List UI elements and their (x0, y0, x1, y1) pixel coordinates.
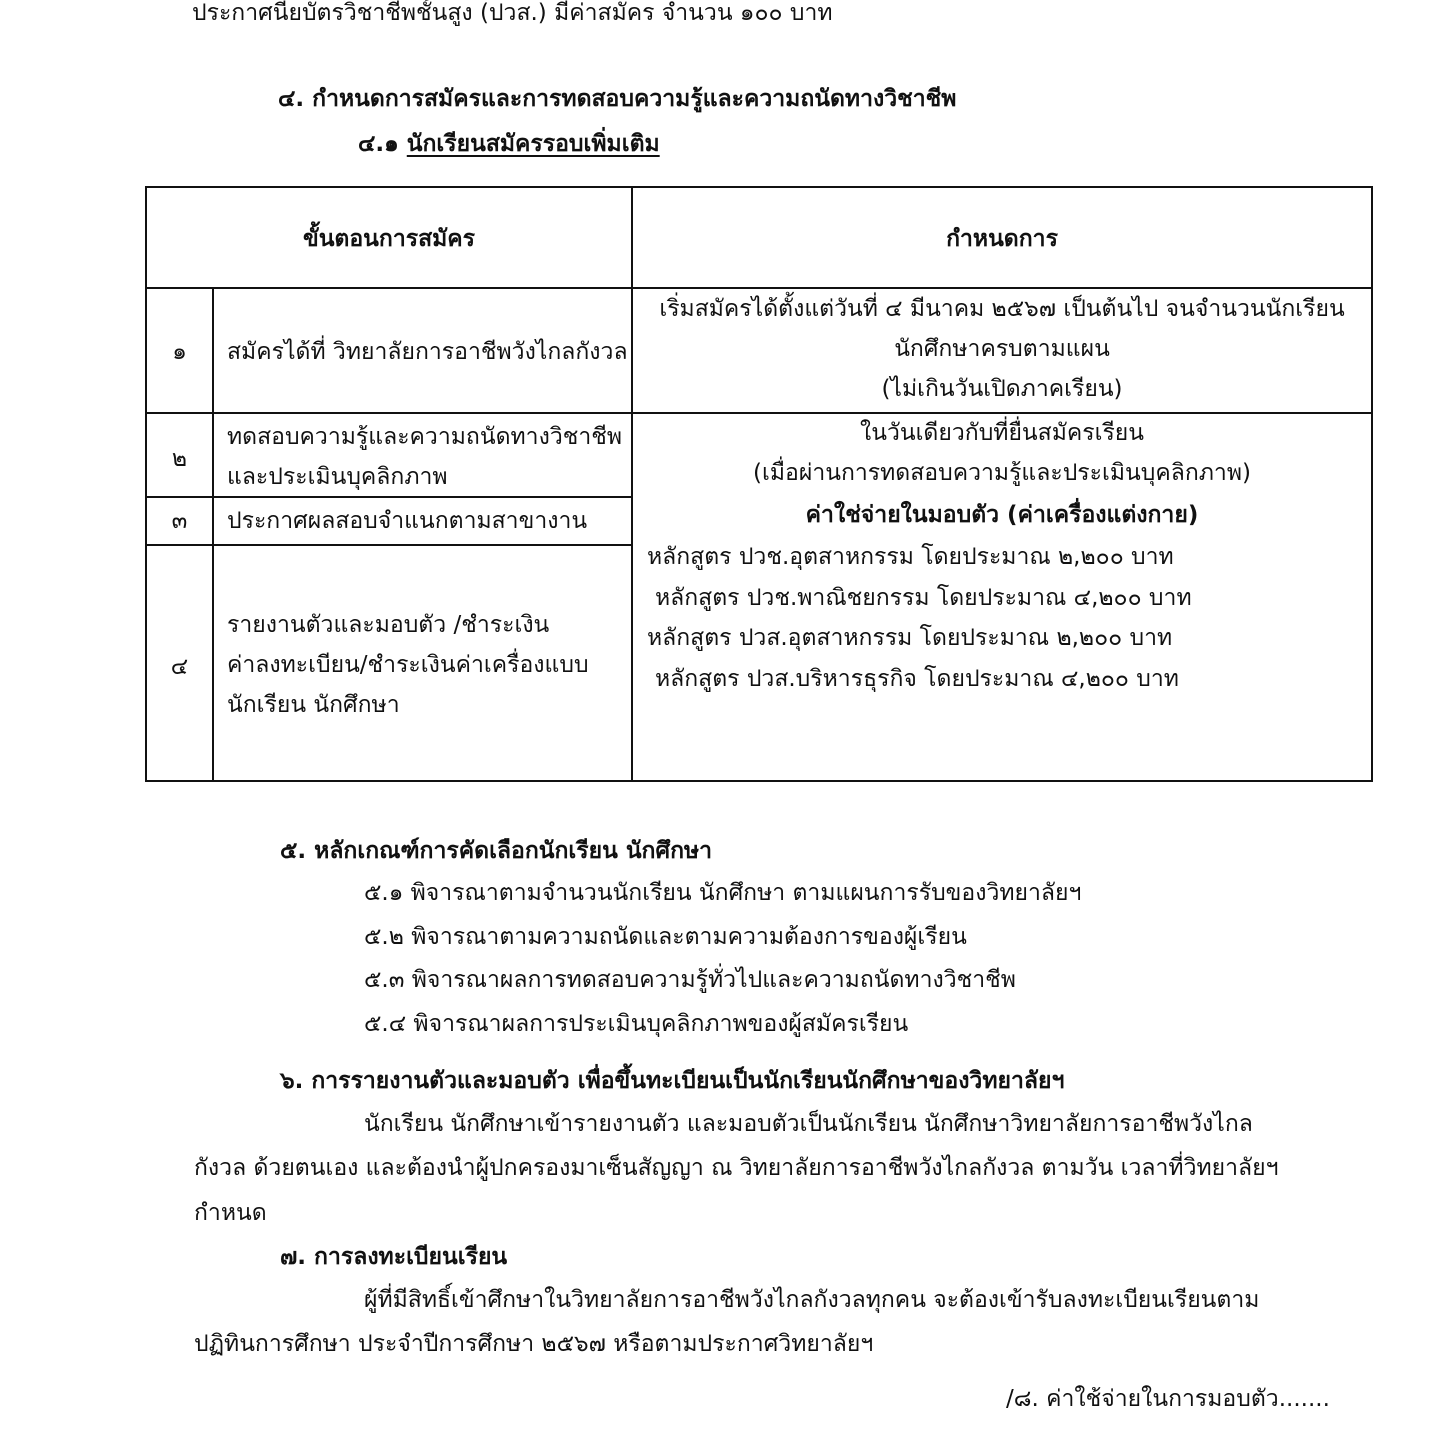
section-4-heading: ๔. กำหนดการสมัครและการทดสอบความรู้และความถนัดทางวิชาชีพ (278, 86, 957, 112)
cost-title: ค่าใช่จ่ายในมอบตัว (ค่าเครื่องแต่งกาย) (805, 502, 1199, 528)
section-7-paragraph-line-1: ผู้ที่มีสิทธิ์เข้าศึกษาในวิทยาลัยการอาชีพวังไกลกังวลทุกคน จะต้องเข้ารับลงทะเบียนเรียนตาม (364, 1287, 1260, 1313)
section-4-1-heading (358, 131, 660, 159)
step-1-number: ๑ (172, 339, 187, 365)
step-2-text-line-2: และประเมินบุคลิกภาพ (227, 464, 448, 490)
criteria-item: ๕.๑ พิจารณาตามจำนวนนักเรียน นักศึกษา ตามแผนการรับของวิทยาลัยฯ (364, 880, 1082, 906)
schedule-2-line-2: (เมื่อผ่านการทดสอบความรู้และประเมินบุคลิกภาพ) (753, 460, 1251, 486)
section-6-paragraph-line-1: นักเรียน นักศึกษาเข้ารายงานตัว และมอบตัวเป็นนักเรียน นักศึกษาวิทยาลัยการอาชีพวังไกล (364, 1111, 1253, 1137)
section-7-paragraph-line-2: ปฏิทินการศึกษา ประจำปีการศึกษา ๒๕๖๗ หรือตามประกาศวิทยาลัยฯ (194, 1331, 874, 1357)
schedule-table (145, 186, 1373, 782)
step-1-text: สมัครได้ที่ วิทยาลัยการอาชีพวังไกลกังวล (227, 339, 628, 365)
step-3-number: ๓ (171, 508, 188, 534)
schedule-1-line-2: นักศึกษาครบตามแผน (894, 336, 1110, 362)
criteria-item: ๕.๔ พิจารณาผลการประเมินบุคลิกภาพของผู้สมัครเรียน (364, 1011, 909, 1037)
schedule-2-line-1: ในวันเดียวกับที่ยื่นสมัครเรียน (859, 420, 1145, 446)
section-4-1-title: นักเรียนสมัครรอบเพิ่มเติม (406, 131, 660, 157)
criteria-item: ๕.๒ พิจารณาตามความถนัดและตามความต้องการของผู้เรียน (364, 924, 967, 950)
step-3-text: ประกาศผลสอบจำแนกตามสาขางาน (227, 508, 588, 534)
section-5-heading: ๕. หลักเกณฑ์การคัดเลือกนักเรียน นักศึกษา (280, 838, 713, 864)
criteria-item: ๕.๓ พิจารณาผลการทดสอบความรู้ทั่วไปและความถนัดทางวิชาชีพ (364, 967, 1016, 993)
cost-item: หลักสูตร ปวช.อุตสาหกรรม โดยประมาณ ๒,๒๐๐ บาท (647, 544, 1174, 570)
step-4-text-line-2: ค่าลงทะเบียน/ชำระเงินค่าเครื่องแบบ (227, 652, 589, 678)
section-6-paragraph-line-2: กังวล ด้วยตนเอง และต้องนำผู้ปกครองมาเซ็นสัญญา ณ วิทยาลัยการอาชีพวังไกลกังวล ตามวัน เวลาที่วิทยาลัยฯ (194, 1155, 1279, 1181)
next-page-continuation: /๘. ค่าใช้จ่ายในการมอบตัว....... (1006, 1386, 1330, 1412)
section-6-paragraph-line-3: กำหนด (194, 1200, 267, 1226)
section-4-1-number: ๔.๑ (358, 131, 399, 157)
step-4-number: ๔ (170, 654, 189, 680)
step-4-text-line-1: รายงานตัวและมอบตัว /ชำระเงิน (227, 612, 550, 638)
section-6-heading: ๖. การรายงานตัวและมอบตัว เพื่อขึ้นทะเบียนเป็นนักเรียนนักศึกษาของวิทยาลัยฯ (280, 1068, 1065, 1094)
step-4-text-line-3: นักเรียน นักศึกษา (227, 692, 400, 718)
header-steps: ขั้นตอนการสมัคร (302, 226, 476, 252)
step-2-text-line-1: ทดสอบความรู้และความถนัดทางวิชาชีพ (227, 424, 623, 450)
section-7-heading: ๗. การลงทะเบียนเรียน (280, 1244, 508, 1270)
schedule-1-line-3: (ไม่เกินวันเปิดภาคเรียน) (881, 376, 1123, 402)
intro-fee-line: ประกาศนียบัตรวิชาชีพชั้นสูง (ปวส.) มีค่าสมัคร จำนวน ๑๐๐ บาท (192, 0, 833, 26)
step-2-number: ๒ (171, 446, 188, 472)
schedule-1-line-1: เริ่มสมัครได้ตั้งแต่วันที่ ๔ มีนาคม ๒๕๖๗ เป็นต้นไป จนจำนวนนักเรียน (659, 296, 1345, 322)
cost-item: หลักสูตร ปวส.อุตสาหกรรม โดยประมาณ ๒,๒๐๐ บาท (647, 625, 1173, 651)
header-schedule: กำหนดการ (946, 226, 1058, 252)
cost-item: หลักสูตร ปวส.บริหารธุรกิจ โดยประมาณ ๔,๒๐๐ บาท (655, 666, 1179, 692)
cost-item: หลักสูตร ปวช.พาณิชยกรรม โดยประมาณ ๔,๒๐๐ บาท (655, 585, 1192, 611)
